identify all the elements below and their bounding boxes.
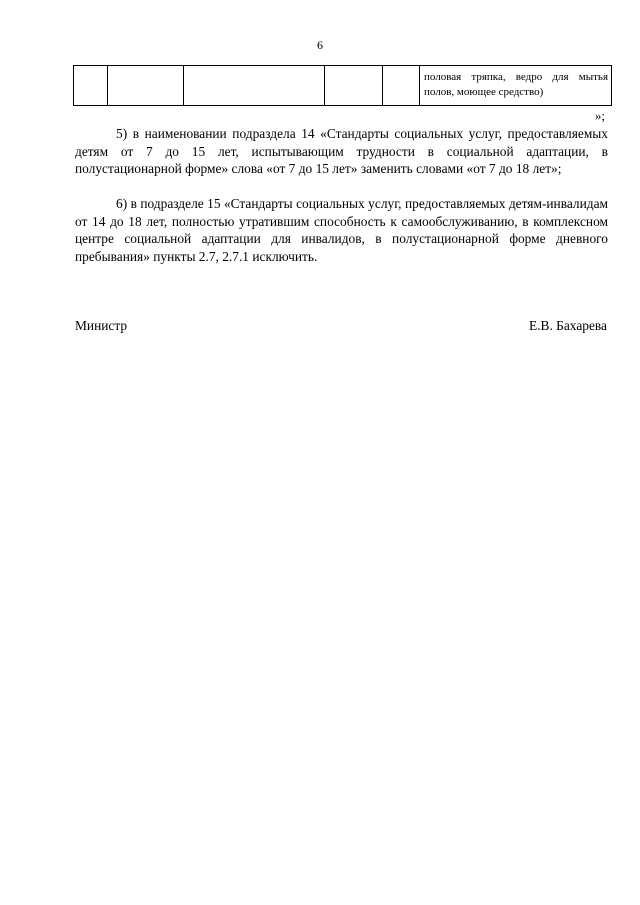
table-cell-description: половая тряпка, ведро для мытья полов, моющее средство) xyxy=(420,66,612,106)
standards-table xyxy=(73,65,612,106)
table-cell-volume xyxy=(325,66,383,106)
table-row xyxy=(74,66,612,106)
paragraph-item-5: 5) в наименовании подраздела 14 «Стандарты социальных услуг, предоставляемых детям от 7 до 15 лет, испытывающим трудности в социальной адаптации, в полустационарной форме» слова «от 7 до 15 лет» заменить словами «от 7 до 18 лет»; xyxy=(75,126,608,176)
page-number: 6 xyxy=(317,38,323,52)
signature-name: Е.В. Бахарева xyxy=(529,318,607,333)
signature-title: Министр xyxy=(75,318,128,333)
table-closing-mark: »; xyxy=(594,108,605,123)
paragraph-item-6: 6) в подразделе 15 «Стандарты социальных услуг, предоставляемых детям-инвалидам от 14 до 18 лет, полностью утратившим способность к самообслуживанию, в комплексном центре социальной адаптации для инвалидов, в полустационарной форме дневного пребывания» пункты 2.7, 2.7.1 исключить. xyxy=(75,196,608,264)
table-cell-code xyxy=(108,66,184,106)
table-cell-service-name xyxy=(184,66,325,106)
table-cell-time xyxy=(383,66,420,106)
table-cell-number xyxy=(74,66,108,106)
